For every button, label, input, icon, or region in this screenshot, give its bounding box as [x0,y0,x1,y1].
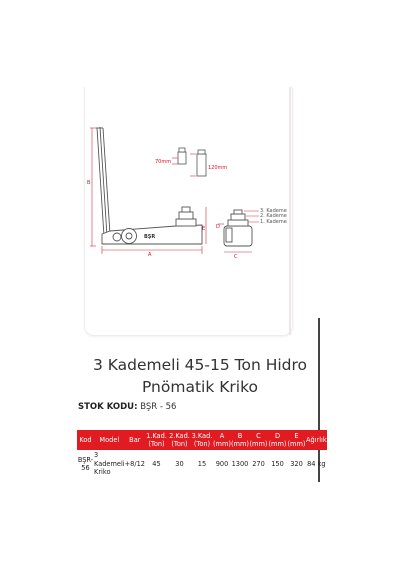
product-title-line2: Pnömatik Kriko [141,378,258,396]
col-header-d: D (mm) [268,432,287,448]
label-e: E [202,226,206,232]
col-header-kad2: 2.Kad. (Ton) [169,432,190,448]
cell-e: 320 [290,459,303,468]
label-c: C [234,254,238,260]
stock-code-label: STOK KODU: [78,402,138,412]
jack-technical-drawing [84,116,291,286]
stage-1-label: 1. Kademe [260,219,287,225]
dimension-b [90,128,96,246]
stage-2-label: 2. Kademe [260,213,287,219]
table-row [77,450,327,478]
cell-model: 3 Kademeli Kriko [94,451,125,477]
cell-c: 270 [252,459,265,468]
stock-code-value: BŞR - 56 [140,402,177,412]
col-header-a: A (mm) [212,432,231,448]
cell-kod: BŞR- 56 [77,455,94,472]
col-header-e: E (mm) [287,432,306,448]
dim-70-label: 70mm [155,159,172,165]
col-header-c: C (mm) [249,432,268,448]
cell-kad2: 30 [175,459,184,468]
jack-front-view [224,210,252,246]
label-b: B [87,180,91,186]
col-header-kad1: 1.Kad. (Ton) [146,432,167,448]
stock-code [78,402,176,412]
dimension-a [102,246,202,254]
col-header-bar: Bar [125,430,145,450]
specs-header-row [77,430,327,450]
cell-kad3: 15 [197,459,207,468]
label-a: A [148,252,152,258]
specs-table [77,430,327,478]
cell-d: 150 [271,459,284,468]
cell-kad1: 45 [152,459,161,468]
saddle-70 [178,148,206,176]
col-header-model: Model [94,430,125,450]
jack-handle [96,127,110,236]
label-d: D [216,224,220,230]
col-header-kad3: 3.Kad. (Ton) [191,432,213,448]
dim-120-label: 120mm [208,165,228,171]
col-header-b: B (mm) [230,432,249,448]
cell-b: 1300 [231,459,249,468]
cell-bar: +8/12 [124,459,145,468]
col-header-kod: Kod [77,430,94,450]
brand-label: BŞR [144,234,156,240]
cell-a: 900 [215,459,229,468]
stage-3-label: 3. Kademe [260,208,287,214]
product-title [80,354,320,398]
cell-agirlik: 84 kg [307,459,326,468]
col-header-agirlik: Ağırlık [306,430,327,450]
product-title-line1: 3 Kademeli 45-15 Ton Hidro [92,356,308,374]
